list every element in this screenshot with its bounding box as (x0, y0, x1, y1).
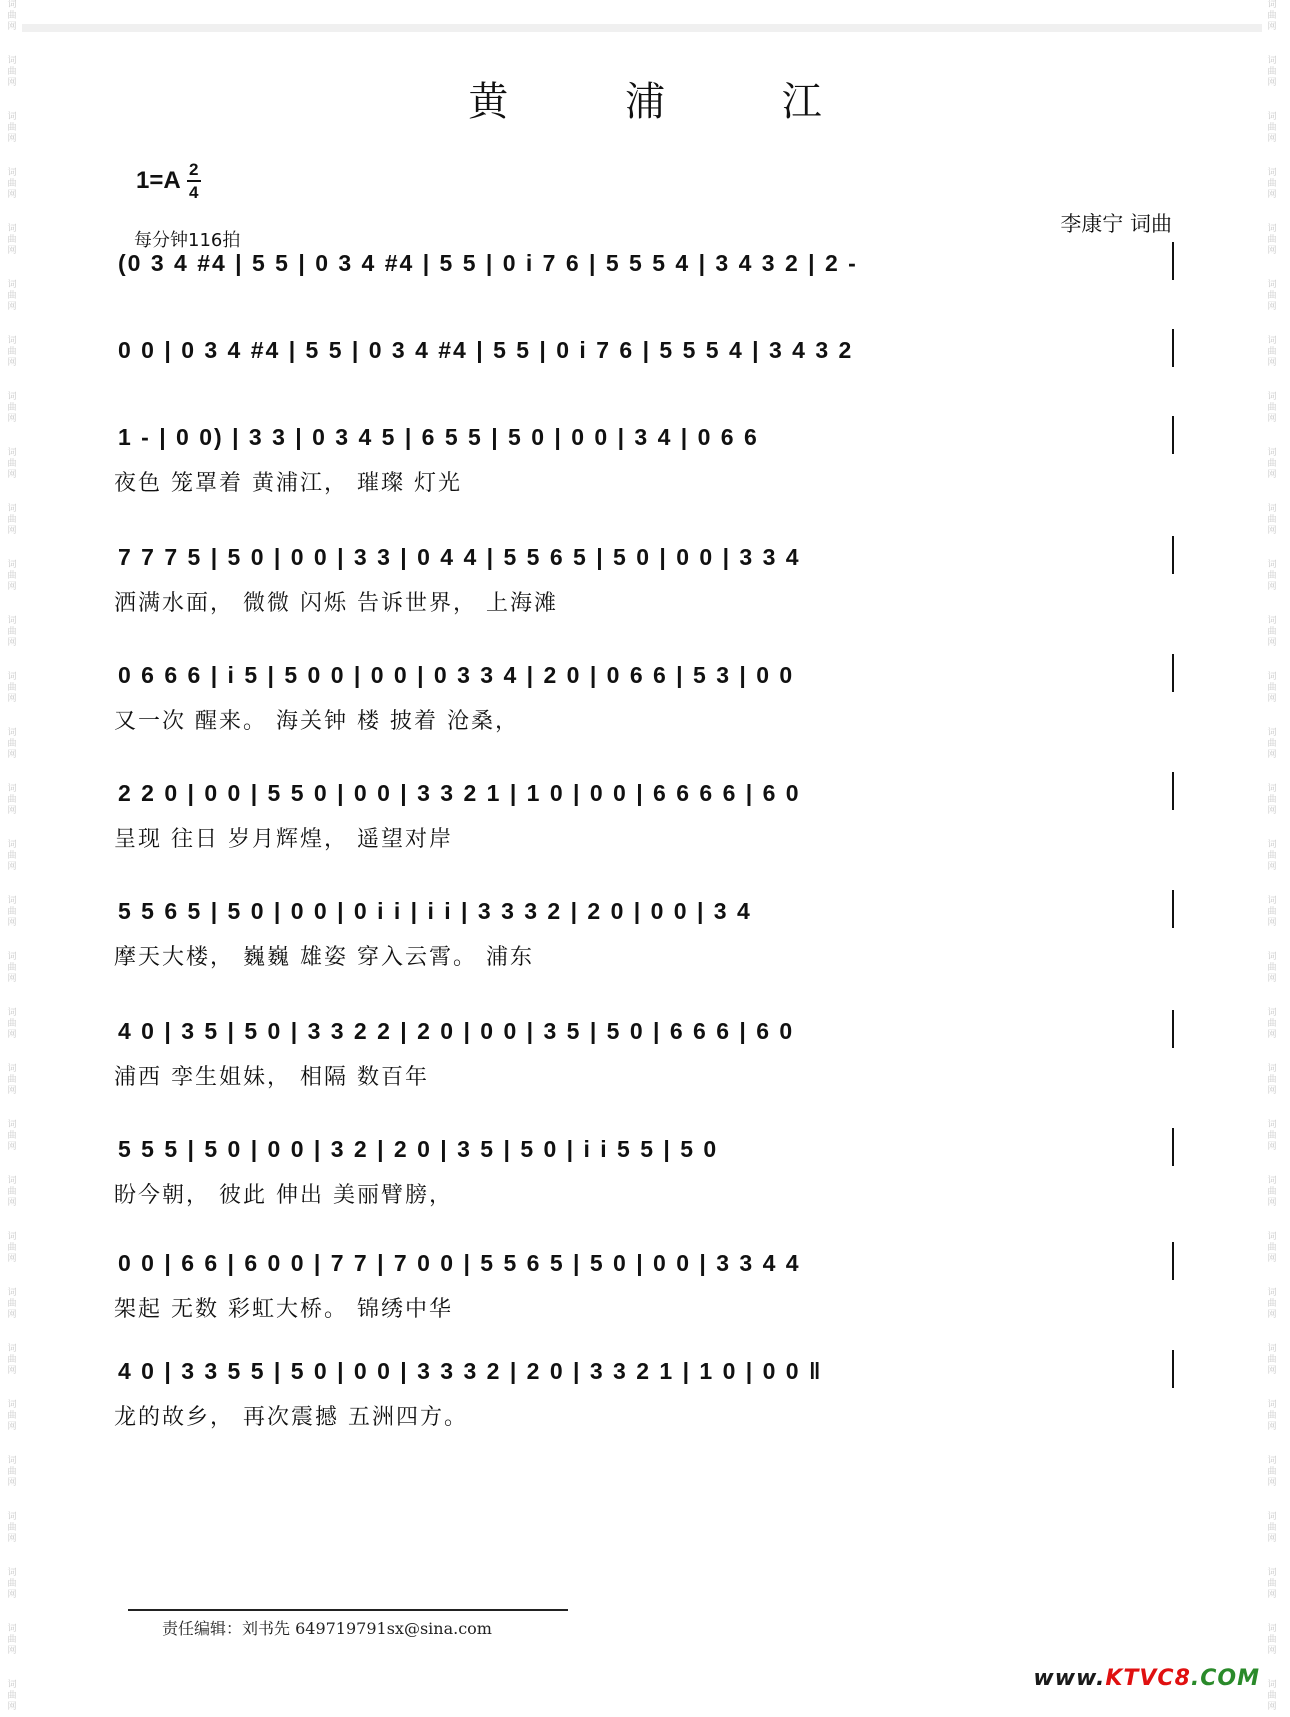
side-mark-char: 网 (1267, 694, 1277, 704)
side-mark-char: 网 (1267, 1198, 1277, 1208)
side-mark-char: 网 (1267, 974, 1277, 984)
side-mark (1262, 784, 1282, 840)
side-mark-char: 网 (1267, 1646, 1277, 1656)
side-mark-char: 曲 (1267, 683, 1277, 693)
side-mark-char: 曲 (7, 1355, 17, 1365)
side-mark (2, 728, 22, 784)
side-mark-char: 词 (7, 784, 17, 794)
side-mark-char: 词 (1267, 1120, 1277, 1130)
side-mark (1262, 1624, 1282, 1680)
side-mark (1262, 1400, 1282, 1456)
side-mark-char: 曲 (7, 1299, 17, 1309)
side-mark-char: 网 (1267, 582, 1277, 592)
side-mark (2, 1568, 22, 1624)
side-mark-char: 网 (1267, 862, 1277, 872)
notation-line: 0 6 6 6 | i 5 | 5 0 0 | 0 0 | 0 3 3 4 | 2 0 | 0 6 6 | 5 3 | 0 0 (118, 662, 795, 688)
lyric-line: 盼今朝， 彼此 伸出 美丽臂膀， (114, 1183, 453, 1208)
side-mark-char: 词 (1267, 1680, 1277, 1690)
side-mark-char: 词 (7, 1232, 17, 1242)
side-mark-char: 词 (7, 448, 17, 458)
side-mark-char: 曲 (1267, 1635, 1277, 1645)
lyric-line: 呈现 往日 岁月辉煌， 遥望对岸 (114, 827, 453, 852)
side-mark-char: 网 (7, 1534, 17, 1544)
side-mark-char: 词 (1267, 280, 1277, 290)
left-side-watermark-strip (2, 0, 22, 1717)
side-mark-char: 曲 (1267, 1411, 1277, 1421)
time-bottom: 4 (188, 183, 199, 202)
notation-line: 5 5 5 | 5 0 | 0 0 | 3 2 | 2 0 | 3 5 | 5 0 | i i 5 5 | 5 0 (118, 1136, 719, 1162)
side-mark-char: 曲 (1267, 1187, 1277, 1197)
side-mark-char: 曲 (1267, 11, 1277, 21)
side-mark-char: 曲 (1267, 1467, 1277, 1477)
side-mark-char: 词 (1267, 1456, 1277, 1466)
side-mark-char: 网 (7, 1254, 17, 1264)
side-mark-char: 曲 (7, 627, 17, 637)
side-mark (2, 448, 22, 504)
side-mark (2, 1008, 22, 1064)
side-mark-char: 词 (7, 168, 17, 178)
side-mark-char: 曲 (1267, 515, 1277, 525)
side-mark-char: 网 (7, 582, 17, 592)
footer-divider (128, 1609, 568, 1611)
side-mark (1262, 336, 1282, 392)
side-mark (2, 672, 22, 728)
side-mark-char: 曲 (7, 851, 17, 861)
notation-line: 5 5 6 5 | 5 0 | 0 0 | 0 i i | i i | 3 3 3 2 | 2 0 | 0 0 | 3 4 (118, 898, 752, 924)
side-mark-char: 词 (1267, 336, 1277, 346)
side-mark (2, 784, 22, 840)
lyric-line: 又一次 醒来。 海关钟 楼 披着 沧桑， (114, 709, 519, 734)
side-mark-char: 曲 (1267, 627, 1277, 637)
side-mark-char: 曲 (1267, 403, 1277, 413)
side-mark-char: 词 (1267, 1624, 1277, 1634)
side-mark-char: 词 (7, 896, 17, 906)
side-mark-char: 词 (7, 840, 17, 850)
side-mark (2, 1456, 22, 1512)
side-mark-char: 词 (1267, 672, 1277, 682)
side-mark-char: 网 (7, 190, 17, 200)
side-mark-char: 曲 (7, 1523, 17, 1533)
side-mark-char: 曲 (7, 1635, 17, 1645)
side-mark (1262, 504, 1282, 560)
side-mark-char: 词 (1267, 112, 1277, 122)
side-mark-char: 网 (7, 806, 17, 816)
side-mark-char: 网 (7, 414, 17, 424)
side-mark-char: 网 (1267, 1590, 1277, 1600)
side-mark-char: 词 (1267, 1176, 1277, 1186)
lyric-line: 浦西 孪生姐妹， 相隔 数百年 (114, 1065, 429, 1090)
end-barline (1172, 1350, 1174, 1388)
side-mark-char: 网 (7, 134, 17, 144)
side-mark (1262, 1120, 1282, 1176)
side-mark-char: 曲 (1267, 571, 1277, 581)
side-mark (2, 392, 22, 448)
side-mark-char: 词 (7, 616, 17, 626)
side-mark-char: 网 (1267, 750, 1277, 760)
notation-line: 2 2 0 | 0 0 | 5 5 0 | 0 0 | 3 3 2 1 | 1 0 | 0 0 | 6 6 6 6 | 6 0 (118, 780, 801, 806)
side-mark-char: 网 (7, 1646, 17, 1656)
side-mark-char: 网 (1267, 918, 1277, 928)
end-barline (1172, 654, 1174, 692)
side-mark-char: 曲 (1267, 795, 1277, 805)
side-mark-char: 曲 (7, 11, 17, 21)
side-mark-char: 网 (1267, 358, 1277, 368)
side-mark-char: 曲 (1267, 851, 1277, 861)
side-mark-char: 曲 (7, 403, 17, 413)
side-mark (2, 1288, 22, 1344)
side-mark-char: 曲 (1267, 1299, 1277, 1309)
side-mark-char: 曲 (1267, 459, 1277, 469)
side-mark-char: 曲 (7, 683, 17, 693)
side-mark-char: 词 (7, 1008, 17, 1018)
side-mark (2, 336, 22, 392)
side-mark-char: 曲 (7, 795, 17, 805)
notation-line: 0 0 | 0 3 4 #4 | 5 5 | 0 3 4 #4 | 5 5 | 0 i 7 6 | 5 5 5 4 | 3 4 3 2 (118, 337, 854, 363)
side-mark-char: 曲 (1267, 963, 1277, 973)
end-barline (1172, 416, 1174, 454)
side-mark-char: 曲 (7, 907, 17, 917)
side-mark-char: 网 (1267, 526, 1277, 536)
side-mark-char: 词 (1267, 1232, 1277, 1242)
side-mark-char: 网 (7, 1198, 17, 1208)
side-mark-char: 词 (1267, 0, 1277, 10)
side-mark (2, 952, 22, 1008)
side-mark-char: 网 (7, 1422, 17, 1432)
side-mark-char: 网 (1267, 1478, 1277, 1488)
side-mark-char: 词 (7, 224, 17, 234)
end-barline (1172, 1010, 1174, 1048)
side-mark-char: 词 (1267, 560, 1277, 570)
side-mark (2, 1176, 22, 1232)
time-top: 2 (188, 160, 199, 179)
side-mark (2, 504, 22, 560)
side-mark (2, 1344, 22, 1400)
side-mark-char: 网 (7, 78, 17, 88)
side-mark-char: 网 (1267, 414, 1277, 424)
side-mark-char: 曲 (1267, 1355, 1277, 1365)
side-mark-char: 词 (1267, 168, 1277, 178)
side-mark-char: 词 (1267, 840, 1277, 850)
side-mark-char: 网 (1267, 1254, 1277, 1264)
side-mark-char: 词 (7, 280, 17, 290)
side-mark-char: 词 (1267, 616, 1277, 626)
author-credit: 李康宁 词曲 (1060, 212, 1172, 236)
key-label: 1=A (136, 167, 181, 194)
side-mark-char: 词 (7, 1176, 17, 1186)
side-mark-char: 曲 (7, 347, 17, 357)
side-mark-char: 词 (1267, 1064, 1277, 1074)
side-mark (2, 1680, 22, 1717)
side-mark (2, 168, 22, 224)
side-mark (1262, 840, 1282, 896)
lyric-line: 摩天大楼， 巍巍 雄姿 穿入云霄。 浦东 (114, 945, 534, 970)
side-mark-char: 词 (7, 1512, 17, 1522)
side-mark-char: 曲 (7, 515, 17, 525)
side-mark-char: 曲 (7, 1187, 17, 1197)
side-mark-char: 曲 (1267, 235, 1277, 245)
side-mark-char: 曲 (1267, 1131, 1277, 1141)
side-mark-char: 词 (7, 1064, 17, 1074)
side-mark (1262, 1680, 1282, 1717)
notation-line: 7 7 7 5 | 5 0 | 0 0 | 3 3 | 0 4 4 | 5 5 6 5 | 5 0 | 0 0 | 3 3 4 (118, 544, 801, 570)
side-mark-char: 网 (1267, 1030, 1277, 1040)
side-mark-char: 词 (7, 56, 17, 66)
side-mark (1262, 168, 1282, 224)
side-mark-char: 曲 (7, 459, 17, 469)
side-mark-char: 网 (7, 1478, 17, 1488)
side-mark (2, 896, 22, 952)
end-barline (1172, 772, 1174, 810)
notation-line: 1 - | 0 0) | 3 3 | 0 3 4 5 | 6 5 5 | 5 0 | 0 0 | 3 4 | 0 6 6 (118, 424, 759, 450)
side-mark-char: 曲 (7, 1691, 17, 1701)
side-mark (1262, 280, 1282, 336)
top-band (22, 24, 1262, 32)
side-mark (2, 616, 22, 672)
side-mark-char: 网 (7, 358, 17, 368)
side-mark (2, 1512, 22, 1568)
side-mark-char: 网 (7, 694, 17, 704)
side-mark (1262, 392, 1282, 448)
side-mark-char: 曲 (1267, 1523, 1277, 1533)
side-mark (1262, 1568, 1282, 1624)
side-mark-char: 曲 (7, 1411, 17, 1421)
side-mark (2, 840, 22, 896)
lyric-line: 龙的故乡， 再次震撼 五洲四方。 (114, 1405, 468, 1430)
side-mark-char: 曲 (1267, 347, 1277, 357)
side-mark-char: 网 (7, 1086, 17, 1096)
side-mark (2, 1400, 22, 1456)
end-barline (1172, 1242, 1174, 1280)
side-mark (1262, 1456, 1282, 1512)
side-mark (1262, 616, 1282, 672)
side-mark-char: 曲 (1267, 291, 1277, 301)
side-mark (1262, 1064, 1282, 1120)
side-mark-char: 曲 (1267, 907, 1277, 917)
side-mark (1262, 1288, 1282, 1344)
side-mark (1262, 0, 1282, 56)
side-mark (2, 1624, 22, 1680)
side-mark-char: 曲 (7, 1075, 17, 1085)
tempo: 每分钟116拍 (134, 230, 241, 251)
side-mark (2, 1120, 22, 1176)
side-mark-char: 网 (7, 918, 17, 928)
side-mark-char: 网 (1267, 1366, 1277, 1376)
side-mark (1262, 1176, 1282, 1232)
side-mark-char: 词 (1267, 1568, 1277, 1578)
side-mark-char: 词 (7, 728, 17, 738)
side-mark (1262, 672, 1282, 728)
side-mark-char: 网 (1267, 78, 1277, 88)
side-mark-char: 曲 (1267, 1691, 1277, 1701)
side-mark-char: 词 (7, 560, 17, 570)
side-mark-char: 网 (7, 22, 17, 32)
side-mark (1262, 1008, 1282, 1064)
side-mark-char: 曲 (1267, 739, 1277, 749)
notation-line: 4 0 | 3 5 | 5 0 | 3 3 2 2 | 2 0 | 0 0 | 3 5 | 5 0 | 6 6 6 | 6 0 (118, 1018, 795, 1044)
side-mark-char: 网 (7, 526, 17, 536)
end-barline (1172, 329, 1174, 367)
side-mark-char: 曲 (1267, 123, 1277, 133)
right-side-watermark-strip (1262, 0, 1282, 1717)
side-mark-char: 曲 (7, 1019, 17, 1029)
side-mark-char: 词 (7, 1456, 17, 1466)
watermark-tld: .COM (1190, 1666, 1260, 1691)
side-mark (1262, 1344, 1282, 1400)
side-mark-char: 曲 (1267, 1579, 1277, 1589)
side-mark-char: 词 (7, 1680, 17, 1690)
side-mark-char: 词 (7, 504, 17, 514)
side-mark-char: 网 (7, 470, 17, 480)
side-mark-char: 网 (7, 302, 17, 312)
side-mark-char: 词 (7, 1344, 17, 1354)
side-mark (1262, 1232, 1282, 1288)
side-mark-char: 网 (1267, 246, 1277, 256)
side-mark (1262, 560, 1282, 616)
side-mark-char: 网 (1267, 134, 1277, 144)
side-mark-char: 曲 (7, 963, 17, 973)
time-bar (187, 180, 201, 182)
side-mark-char: 词 (7, 1288, 17, 1298)
side-mark-char: 曲 (1267, 67, 1277, 77)
song-title: 黄 浦 江 (468, 79, 874, 125)
side-mark-char: 词 (1267, 896, 1277, 906)
side-mark-char: 网 (7, 862, 17, 872)
side-mark (2, 280, 22, 336)
side-mark-char: 曲 (7, 739, 17, 749)
side-mark-char: 曲 (7, 1579, 17, 1589)
notation-line: 4 0 | 3 3 5 5 | 5 0 | 0 0 | 3 3 3 2 | 2 0 | 3 3 2 1 | 1 0 | 0 0 ‖ (118, 1358, 823, 1384)
side-mark-char: 曲 (7, 1467, 17, 1477)
side-mark-char: 网 (7, 1030, 17, 1040)
side-mark-char: 网 (1267, 1702, 1277, 1712)
lyric-line: 夜色 笼罩着 黄浦江， 璀璨 灯光 (114, 471, 462, 496)
side-mark-char: 词 (7, 672, 17, 682)
side-mark (2, 1232, 22, 1288)
end-barline (1172, 242, 1174, 280)
side-mark-char: 词 (1267, 784, 1277, 794)
side-mark-char: 网 (1267, 190, 1277, 200)
side-mark-char: 曲 (7, 571, 17, 581)
side-mark (1262, 224, 1282, 280)
time-signature (187, 160, 201, 202)
side-mark-char: 曲 (7, 291, 17, 301)
side-mark-char: 词 (7, 336, 17, 346)
side-mark-char: 词 (1267, 1344, 1277, 1354)
side-mark-char: 词 (1267, 1512, 1277, 1522)
side-mark (2, 1064, 22, 1120)
side-mark-char: 词 (7, 0, 17, 10)
side-mark-char: 网 (1267, 22, 1277, 32)
side-mark-char: 词 (1267, 448, 1277, 458)
side-mark-char: 曲 (7, 1243, 17, 1253)
side-mark-char: 词 (7, 1568, 17, 1578)
side-mark (1262, 896, 1282, 952)
side-mark-char: 曲 (7, 179, 17, 189)
side-mark-char: 网 (1267, 806, 1277, 816)
side-mark-char: 网 (1267, 638, 1277, 648)
side-mark (1262, 728, 1282, 784)
side-mark-char: 网 (7, 1702, 17, 1712)
side-mark-char: 网 (7, 246, 17, 256)
side-mark-char: 网 (1267, 1310, 1277, 1320)
side-mark-char: 词 (7, 392, 17, 402)
side-mark-char: 词 (7, 1624, 17, 1634)
side-mark-char: 网 (1267, 470, 1277, 480)
side-mark-char: 词 (1267, 224, 1277, 234)
side-mark (2, 0, 22, 56)
side-mark-char: 曲 (1267, 1243, 1277, 1253)
side-mark-char: 网 (1267, 1422, 1277, 1432)
side-mark (1262, 1512, 1282, 1568)
side-mark-char: 网 (7, 974, 17, 984)
notation-line: (0 3 4 #4 | 5 5 | 0 3 4 #4 | 5 5 | 0 i 7 6 | 5 5 5 4 | 3 4 3 2 | 2 - (118, 250, 858, 276)
side-mark (1262, 448, 1282, 504)
side-mark-char: 曲 (1267, 1019, 1277, 1029)
end-barline (1172, 890, 1174, 928)
side-mark-char: 词 (1267, 1400, 1277, 1410)
end-barline (1172, 1128, 1174, 1166)
side-mark (2, 224, 22, 280)
lyric-line: 洒满水面， 微微 闪烁 告诉世界， 上海滩 (114, 591, 558, 616)
editor-credit: 责任编辑：刘书先 649719791sx@sina.com (162, 1619, 492, 1638)
side-mark-char: 网 (7, 1366, 17, 1376)
side-mark-char: 网 (7, 1142, 17, 1152)
side-mark-char: 词 (7, 952, 17, 962)
side-mark-char: 词 (1267, 392, 1277, 402)
side-mark-char: 网 (7, 1310, 17, 1320)
side-mark-char: 曲 (7, 1131, 17, 1141)
side-mark-char: 网 (7, 638, 17, 648)
side-mark-char: 曲 (1267, 179, 1277, 189)
side-mark-char: 词 (1267, 1008, 1277, 1018)
side-mark-char: 词 (1267, 1288, 1277, 1298)
side-mark-char: 曲 (7, 235, 17, 245)
key-signature (136, 160, 201, 202)
site-watermark (1033, 1666, 1260, 1691)
side-mark-char: 网 (1267, 1534, 1277, 1544)
side-mark (2, 560, 22, 616)
side-mark-char: 网 (7, 1590, 17, 1600)
side-mark-char: 曲 (7, 67, 17, 77)
notation-line: 0 0 | 6 6 | 6 0 0 | 7 7 | 7 0 0 | 5 5 6 5 | 5 0 | 0 0 | 3 3 4 4 (118, 1250, 801, 1276)
watermark-www: www. (1033, 1666, 1106, 1691)
side-mark-char: 词 (7, 1400, 17, 1410)
side-mark-char: 曲 (1267, 1075, 1277, 1085)
end-barline (1172, 536, 1174, 574)
side-mark-char: 词 (1267, 504, 1277, 514)
side-mark-char: 词 (1267, 952, 1277, 962)
side-mark-char: 网 (7, 750, 17, 760)
side-mark-char: 词 (7, 1120, 17, 1130)
watermark-brand: KTVC8 (1105, 1666, 1191, 1691)
lyric-line: 架起 无数 彩虹大桥。 锦绣中华 (114, 1297, 453, 1322)
side-mark-char: 曲 (7, 123, 17, 133)
side-mark-char: 词 (1267, 728, 1277, 738)
side-mark-char: 网 (1267, 1142, 1277, 1152)
side-mark-char: 网 (1267, 1086, 1277, 1096)
side-mark-char: 词 (7, 112, 17, 122)
side-mark-char: 词 (1267, 56, 1277, 66)
side-mark (1262, 952, 1282, 1008)
side-mark-char: 网 (1267, 302, 1277, 312)
